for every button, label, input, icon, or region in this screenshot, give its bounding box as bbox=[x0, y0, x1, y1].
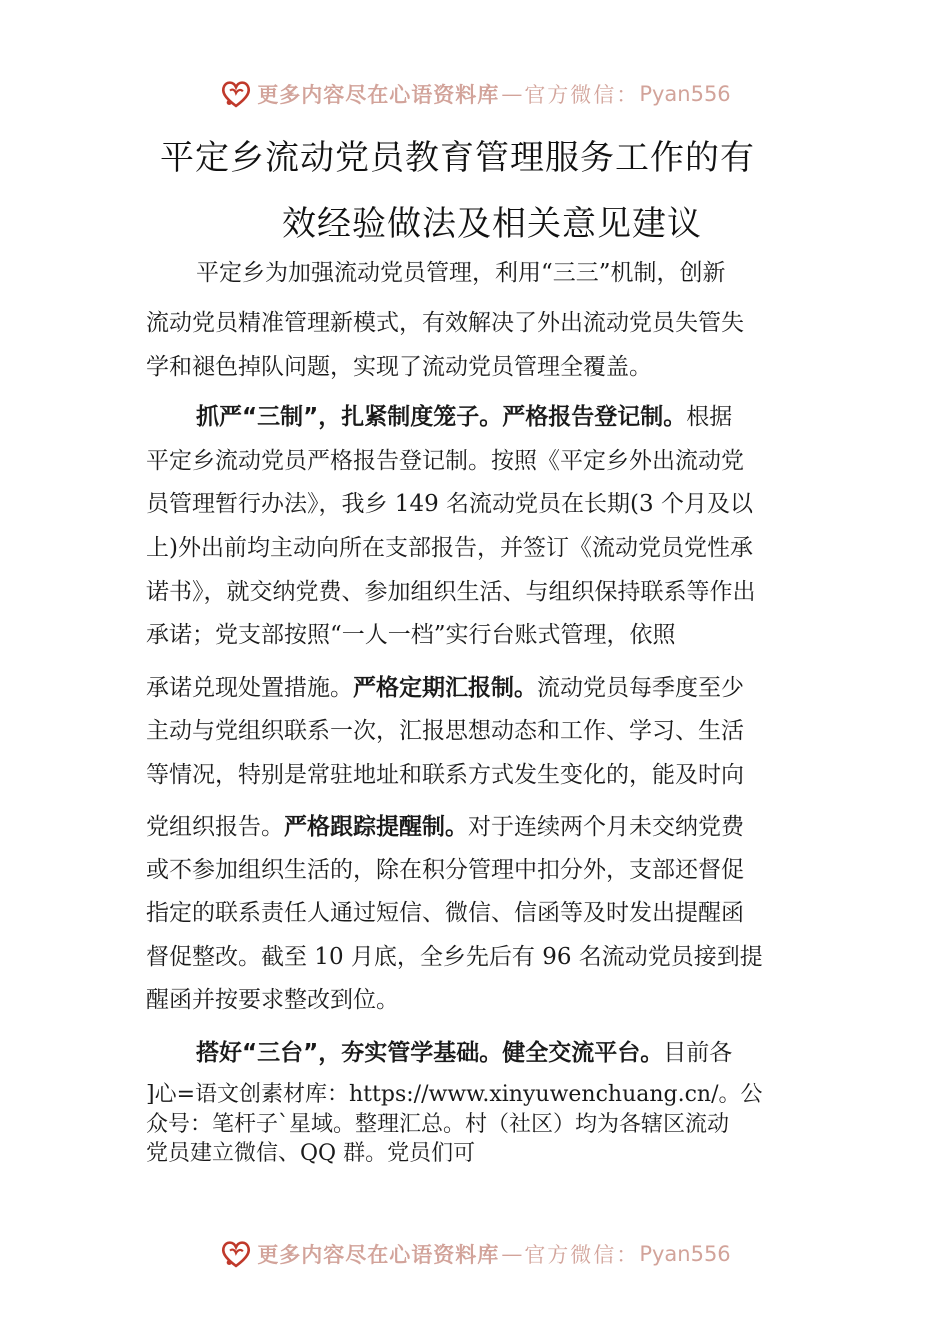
section2-line: ]心=语文创素材库：https://www.xinyuwenchuang.cn/。公 bbox=[146, 1082, 763, 1107]
watermark-separator: — bbox=[501, 1242, 523, 1266]
section1-line: 指定的联系责任人通过短信、微信、信函等及时发出提醒函 bbox=[146, 900, 744, 926]
section1-text: 党组织报告。 bbox=[146, 814, 284, 840]
watermark-label: 官方微信： bbox=[524, 83, 640, 107]
section1-line: 等情况，特别是常驻地址和联系方式发生变化的，能及时向 bbox=[146, 762, 744, 788]
section1-line-with-sub3 bbox=[146, 812, 744, 842]
section1-line: 诺书》，就交纳党费、参加组织生活、与组织保持联系等作出 bbox=[146, 579, 756, 605]
heart-logo-icon bbox=[219, 77, 253, 111]
intro-line: 平定乡为加强流动党员管理，利用“三三”机制，创新 bbox=[196, 260, 726, 286]
section1-line: 承诺；党支部按照“一人一档”实行台账式管理，依照 bbox=[146, 622, 676, 648]
section1-line: 醒函并按要求整改到位。 bbox=[146, 987, 399, 1013]
watermark-text: 更多内容尽在心语资料库 bbox=[257, 1242, 500, 1267]
intro-line: 学和褪色掉队问题，实现了流动党员管理全覆盖。 bbox=[146, 354, 652, 380]
section2-line: 众号：笔杆子`星域。整理汇总。村（社区）均为各辖区流动 bbox=[146, 1112, 730, 1137]
section1-text: 承诺兑现处置措施。 bbox=[146, 675, 353, 701]
section1-text: 根据 bbox=[686, 404, 733, 430]
section1-heading: 抓严“三制”，扎紧制度笼子。 bbox=[196, 404, 503, 430]
heart-logo-icon bbox=[219, 1237, 253, 1271]
watermark-separator: — bbox=[501, 82, 523, 106]
section2-text: 目前各 bbox=[663, 1040, 733, 1066]
section1-sub2: 严格定期汇报制。 bbox=[353, 675, 537, 701]
section2-first-line bbox=[196, 1038, 732, 1068]
section1-line: 平定乡流动党员严格报告登记制。按照《平定乡外出流动党 bbox=[146, 448, 744, 474]
watermark-wechat-id: Pyan556 bbox=[639, 1242, 731, 1266]
section1-text: 流动党员每季度至少 bbox=[537, 675, 744, 701]
watermark-banner-bottom bbox=[0, 1232, 950, 1276]
watermark-label: 官方微信： bbox=[524, 1243, 640, 1267]
section1-line: 员管理暂行办法》，我乡 149 名流动党员在长期(3 个月及以 bbox=[146, 491, 753, 517]
watermark-banner-top bbox=[0, 72, 950, 116]
watermark-wechat-id: Pyan556 bbox=[639, 82, 731, 106]
section1-sub1: 严格报告登记制。 bbox=[502, 404, 687, 430]
section1-line: 主动与党组织联系一次，汇报思想动态和工作、学习、生活 bbox=[146, 718, 744, 744]
section2-heading: 搭好“三台”，夯实管学基础。 bbox=[196, 1040, 503, 1066]
section1-line: 督促整改。截至 10 月底，全乡先后有 96 名流动党员接到提 bbox=[146, 944, 763, 970]
section1-line-with-sub2 bbox=[146, 673, 744, 703]
section1-line: 上)外出前均主动向所在支部报告，并签订《流动党员党性承 bbox=[146, 535, 753, 561]
document-title-line1: 平定乡流动党员教育管理服务工作的有 bbox=[160, 138, 755, 178]
intro-line: 流动党员精准管理新模式，有效解决了外出流动党员失管失 bbox=[146, 310, 744, 336]
section2-sub1: 健全交流平台。 bbox=[502, 1040, 664, 1066]
section1-first-line bbox=[196, 402, 732, 432]
section2-line: 党员建立微信、QQ 群。党员们可 bbox=[146, 1141, 476, 1166]
section1-text: 对于连续两个月未交纳党费 bbox=[468, 814, 744, 840]
watermark-text: 更多内容尽在心语资料库 bbox=[257, 82, 500, 107]
document-title-line2: 效经验做法及相关意见建议 bbox=[282, 204, 702, 244]
section1-sub3: 严格跟踪提醒制。 bbox=[284, 814, 468, 840]
section1-line: 或不参加组织生活的，除在积分管理中扣分外，支部还督促 bbox=[146, 857, 744, 883]
